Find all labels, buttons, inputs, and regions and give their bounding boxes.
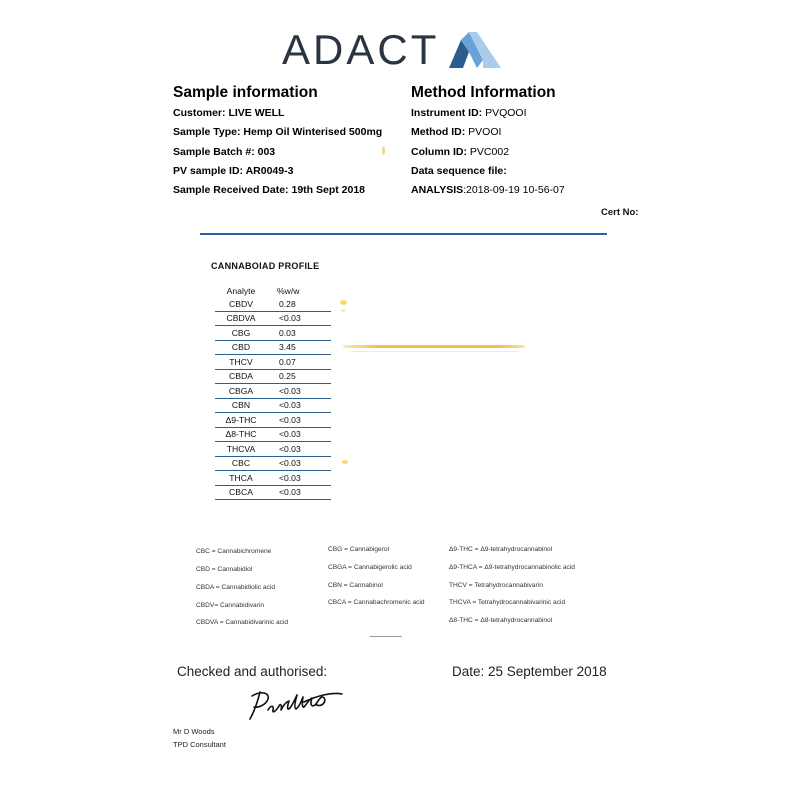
legend-entry: THCV = Tetrahydrocannabivarin <box>449 582 543 589</box>
analyte-cell: Δ9-THC <box>215 413 267 428</box>
table-row <box>215 326 331 341</box>
info-value: AR0049-3 <box>245 165 294 177</box>
value-cell: 0.25 <box>267 369 331 384</box>
info-label: Sample Type: <box>173 126 241 138</box>
table-header-row <box>215 285 331 297</box>
table-row <box>215 384 331 399</box>
sample-type-line <box>173 126 382 138</box>
legend-entry: CBDA = Cannabidiolic acid <box>196 584 275 591</box>
legend-entry: Δ8-THC = Δ8-tetrahydrocannabinol <box>449 617 553 624</box>
info-value: PVOOI <box>468 126 502 138</box>
analyte-cell: CBCA <box>215 485 267 500</box>
analyte-cell: Δ8-THC <box>215 427 267 442</box>
info-label: Customer: <box>173 107 226 119</box>
divider-line <box>200 233 607 235</box>
analyte-cell: CBG <box>215 326 267 341</box>
table-row <box>215 340 331 355</box>
table-row <box>215 456 331 471</box>
info-value: 19th Sept 2018 <box>291 184 366 196</box>
info-value: PVQOOI <box>485 107 527 119</box>
highlight-streak <box>350 351 518 352</box>
signer-name: Mr D Woods <box>173 727 215 736</box>
table-row <box>215 427 331 442</box>
smudge-mark <box>342 460 348 464</box>
info-value: Hemp Oil Winterised 500mg <box>243 126 383 138</box>
analyte-cell: THCA <box>215 471 267 486</box>
instrument-id-line <box>411 107 527 119</box>
legend-underline <box>370 636 402 637</box>
value-cell: <0.03 <box>267 311 331 326</box>
value-cell: <0.03 <box>267 413 331 428</box>
value-cell: 0.28 <box>267 297 331 311</box>
value-cell: <0.03 <box>267 427 331 442</box>
value-cell: <0.03 <box>267 398 331 413</box>
company-logo <box>282 26 501 74</box>
profile-title: CANNABOIAD PROFILE <box>211 261 320 271</box>
legend-entry: CBDV= Cannabidivarin <box>196 602 264 609</box>
value-cell: <0.03 <box>267 471 331 486</box>
info-label: ANALYSIS <box>411 184 464 196</box>
info-value: 003 <box>257 146 276 158</box>
table-row <box>215 297 331 311</box>
legend-entry: CBG = Cannabigerol <box>328 546 390 553</box>
legend-entry: THCVA = Tetrahydrocannabivarinic acid <box>449 599 566 606</box>
value-cell: <0.03 <box>267 442 331 457</box>
info-label: Instrument ID: <box>411 107 483 119</box>
info-label: Method ID: <box>411 126 466 138</box>
column-header-analyte: Analyte <box>226 286 256 296</box>
table-row <box>215 471 331 486</box>
cert-no-label: Cert No: <box>601 207 639 218</box>
legend-entry: CBN = Cannabinol <box>328 582 383 589</box>
table-row <box>215 369 331 384</box>
smudge-mark <box>341 309 346 312</box>
sample-received-line <box>173 184 365 196</box>
legend-entry: CBC = Cannabichromene <box>196 548 272 555</box>
legend-entry: CBCA = Cannabachromenic acid <box>328 599 425 606</box>
data-sequence-line <box>411 165 507 177</box>
analyte-cell: CBDVA <box>215 311 267 326</box>
customer-line <box>173 107 284 119</box>
smudge-mark <box>340 300 347 305</box>
info-value: :2018-09-19 10-56-07 <box>463 184 565 196</box>
value-cell: 0.07 <box>267 355 331 370</box>
info-label: Column ID: <box>411 146 467 158</box>
authorisation-date: Date: 25 September 2018 <box>452 664 607 679</box>
info-label: Sample Batch #: <box>173 146 255 158</box>
analyte-cell: THCV <box>215 355 267 370</box>
table-row <box>215 442 331 457</box>
info-label: Sample Received Date: <box>173 184 289 196</box>
handwritten-signature-icon <box>246 688 346 722</box>
value-cell: <0.03 <box>267 485 331 500</box>
sample-batch-line <box>173 146 275 158</box>
info-value: LIVE WELL <box>228 107 285 119</box>
adact-mountain-logo-icon <box>449 32 501 68</box>
value-cell: <0.03 <box>267 384 331 399</box>
pv-sample-id-line <box>173 165 293 177</box>
table-row <box>215 311 331 326</box>
sample-information-title: Sample information <box>173 84 318 101</box>
column-id-line <box>411 146 509 158</box>
cannabinoid-profile-table <box>215 285 331 500</box>
method-id-line <box>411 126 501 138</box>
legend-entry: Δ9-THC = Δ9-tetrahydrocannabinol <box>449 546 553 553</box>
analyte-cell: CBN <box>215 398 267 413</box>
legend-entry: CBGA = Cannabigerolic acid <box>328 564 412 571</box>
value-cell: 0.03 <box>267 326 331 341</box>
analyte-cell: CBDV <box>215 297 267 311</box>
analyte-cell: THCVA <box>215 442 267 457</box>
smudge-mark <box>382 146 385 155</box>
analyte-cell: CBGA <box>215 384 267 399</box>
legend-entry: CBD = Cannabidiol <box>196 566 253 573</box>
legend-entry: Δ9-THCA = Δ9-tetrahydrocannabinolic acid <box>449 564 575 571</box>
column-header-percent: %w/w <box>277 286 300 296</box>
legend-entry: CBDVA = Cannabidivarinic acid <box>196 619 289 626</box>
info-label: Data sequence file: <box>411 165 507 177</box>
signer-role: TPD Consultant <box>173 740 226 749</box>
table-row <box>215 413 331 428</box>
analyte-cell: CBD <box>215 340 267 355</box>
info-value: PVC002 <box>469 146 510 158</box>
value-cell: 3.45 <box>267 340 331 355</box>
table-row <box>215 398 331 413</box>
highlight-streak <box>343 345 525 348</box>
table-row <box>215 485 331 500</box>
info-label: PV sample ID: <box>173 165 244 177</box>
analyte-cell: CBDA <box>215 369 267 384</box>
value-cell: <0.03 <box>267 456 331 471</box>
method-information-title: Method Information <box>411 84 556 101</box>
checked-authorised-label: Checked and authorised: <box>177 664 328 679</box>
table-row <box>215 355 331 370</box>
analyte-cell: CBC <box>215 456 267 471</box>
analysis-line <box>411 184 565 196</box>
logo-text: ADACT <box>282 26 440 73</box>
